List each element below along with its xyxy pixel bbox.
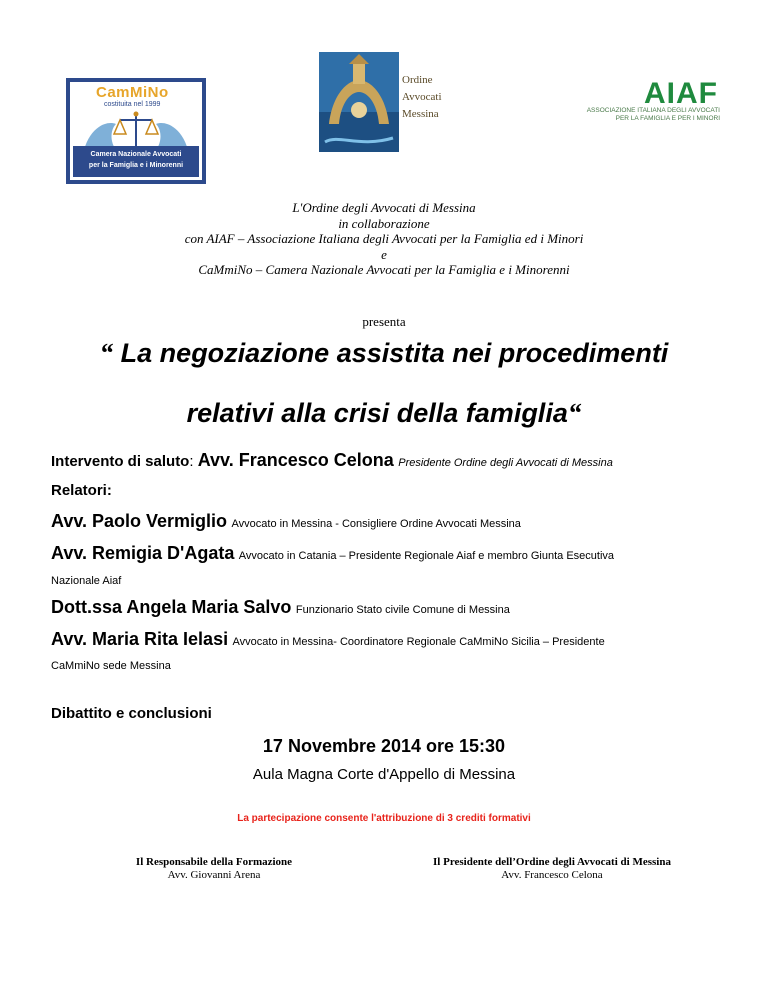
signature-right-title: Il Presidente dell’Ordine degli Avvocati di Messina: [433, 856, 671, 868]
event-title-line2: [0, 398, 768, 429]
speaker-role-continued: CaMmiNo sede Messina: [51, 660, 171, 672]
event-title-line1: [0, 338, 768, 369]
cammino-logo-tagline: costituita nel 1999: [104, 101, 161, 108]
cammino-logo: [66, 78, 206, 184]
credits-notice: La partecipazione consente l'attribuzione di 3 crediti formativi: [237, 813, 531, 824]
speaker-row: [51, 629, 605, 650]
saluto-colon: :: [189, 453, 198, 470]
dibattito-line: [51, 705, 212, 723]
relatori-label-text: Relatori:: [51, 482, 112, 499]
intro-line3: con AIAF – Associazione Italiana degli Avvocati per la Famiglia ed i Minori: [184, 231, 584, 246]
intro-line5: CaMmiNo – Camera Nazionale Avvocati per la Famiglia e i Minorenni: [198, 262, 570, 277]
aiaf-logo-mark: [570, 77, 720, 107]
saluto-line: [51, 450, 613, 471]
ordine-logo-text: [402, 72, 442, 123]
cammino-logo-footer: [73, 146, 199, 177]
saluto-role: Presidente Ordine degli Avvocati di Messina: [398, 457, 613, 469]
saluto-name: Avv. Francesco Celona: [197, 450, 394, 470]
dibattito-label: Dibattito e conclusioni: [51, 705, 212, 722]
title-open-quote: “: [99, 338, 114, 368]
speaker-name: Dott.ssa Angela Maria Salvo: [51, 597, 292, 617]
event-venue: Aula Magna Corte d'Appello di Messina: [252, 766, 516, 783]
event-date: 17 Novembre 2014 ore 15:30: [262, 736, 506, 756]
saluto-label: Intervento di saluto: [51, 453, 190, 470]
presenta-label: presenta: [362, 314, 406, 329]
ordine-avvocati-emblem: [319, 52, 399, 152]
intro-line2: in collaborazione: [338, 215, 430, 231]
intro-block: [0, 200, 768, 278]
speaker-role: Avvocato in Catania – Presidente Regionale Aiaf e membro Giunta Esecutiva: [238, 550, 615, 562]
signature-right-name: Avv. Francesco Celona: [501, 869, 603, 881]
speaker-row: [51, 597, 510, 618]
signature-left-name: Avv. Giovanni Arena: [167, 869, 261, 881]
aiaf-logo-subtitle: [570, 107, 720, 123]
title-line1-text: La negoziazione assistita nei procedimenti: [113, 338, 669, 368]
intro-line4: e: [381, 246, 387, 262]
title-close-quote: “: [567, 398, 582, 428]
speaker-name: Avv. Maria Rita Ielasi: [51, 629, 229, 649]
aiaf-sub-line1: ASSOCIAZIONE ITALIANA DEGLI AVVOCATI: [586, 107, 720, 114]
aiaf-logo: [570, 77, 720, 129]
speaker-row: [51, 511, 521, 532]
aiaf-logo-name: AIAF: [644, 77, 718, 107]
cammino-footer-line2: per la Famiglia e i Minorenni: [88, 162, 184, 169]
relatori-label: [51, 482, 112, 500]
ordine-logo-line1: Ordine: [402, 74, 433, 86]
speaker-name: Avv. Paolo Vermiglio: [51, 511, 228, 531]
speaker-role: Avvocato in Messina - Consigliere Ordine Avvocati Messina: [231, 518, 521, 530]
signature-left-title: Il Responsabile della Formazione: [135, 856, 293, 868]
aiaf-sub-line2: PER LA FAMIGLIA E PER I MINORI: [615, 115, 720, 122]
signature-right: [402, 856, 702, 882]
ordine-logo-line3: Messina: [402, 108, 439, 120]
speaker-role: Funzionario Stato civile Comune di Messina: [295, 604, 510, 616]
speaker-role-continued: Nazionale Aiaf: [51, 575, 122, 587]
speaker-row: [51, 543, 614, 564]
cammino-footer-line1: Camera Nazionale Avvocati: [90, 151, 182, 158]
cammino-logo-name: CamMiNo: [96, 84, 169, 101]
speaker-role: Avvocato in Messina- Coordinatore Regionale CaMmiNo Sicilia – Presidente: [232, 636, 605, 648]
ordine-logo-line2: Avvocati: [402, 91, 442, 103]
intro-line1: L'Ordine degli Avvocati di Messina: [292, 200, 476, 215]
speaker-name: Avv. Remigia D'Agata: [51, 543, 235, 563]
title-line2-text: relativi alla crisi della famiglia: [186, 398, 568, 428]
signature-left: [64, 856, 364, 882]
